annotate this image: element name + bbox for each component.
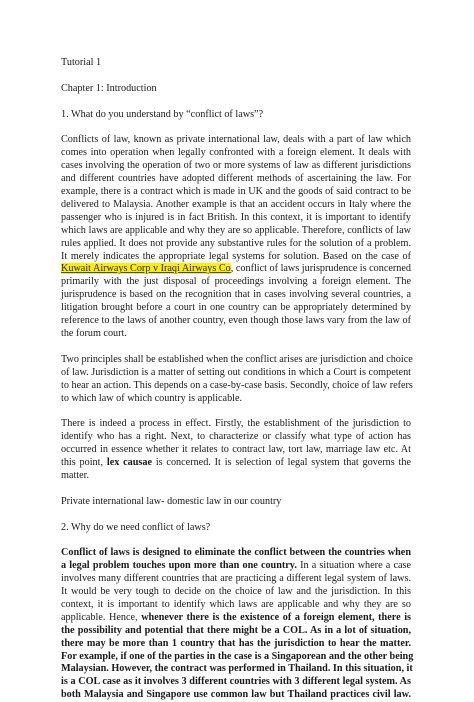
- text-line: It merely indicates the appropriate legal systems for solution. Based on the case of: [61, 250, 411, 262]
- text-line: Two principles shall be established when the conflict arises are jurisdiction and choice: [61, 353, 413, 365]
- text-line: context, it is important to identify which laws are applicable and why they are so: [61, 598, 411, 610]
- text-span: applicable. Hence,: [61, 611, 142, 623]
- text-line: involves many different countries that are practicing a different legal system of laws.: [61, 573, 411, 585]
- text-line: Malaysian. However, the contract was performed in Thailand. In this situation, it: [61, 663, 413, 675]
- text-span: this point,: [61, 457, 107, 469]
- text-line: the possibility and potential that there might be a COL. As in a lot of situation,: [61, 624, 411, 636]
- text-line: jurisprudence is based on the recognition that in cases involving several countries, a: [61, 289, 411, 301]
- text-line: [61, 612, 411, 625]
- document-body: [61, 57, 414, 702]
- chapter-title: Chapter 1: Introduction: [61, 82, 157, 94]
- text-line: comes into operation when legally confronted with a foreign element. It deals with: [61, 147, 411, 159]
- text-line: delivered to Malaysia. Another example is that an accident occurs in Italy where the: [61, 198, 411, 210]
- text-line: [61, 263, 411, 276]
- text-line: [61, 560, 411, 573]
- text-line: cases involving the operation of two or more systems of law as different jurisdictions: [61, 160, 411, 172]
- text-line: identify who has a right. Next, to characterize or classify what type of action has: [61, 431, 411, 443]
- text-line: the forum court.: [61, 327, 127, 339]
- bold-span: whenever there is the existence of a foreign element, there is: [141, 611, 411, 623]
- text-line: and different countries have adopted different methods of ascertaining the law. For: [61, 173, 411, 185]
- text-line: [61, 457, 411, 470]
- text-line: of law. Jurisdiction is a matter of setting out conditions in which a Court is competent: [61, 366, 411, 378]
- private-international-law-note: Private international law- domestic law in our country: [61, 495, 282, 507]
- text-line: passenger who is injured is in fact British. In this context, it is important to identify: [61, 211, 411, 223]
- text-span: , conflict of laws jurisprudence is concerned: [230, 263, 411, 275]
- lex-causae-term: lex causae: [106, 457, 152, 469]
- text-line: which laws are applicable and why they are so applicable. Therefore, conflicts of law: [61, 224, 411, 236]
- text-line: is a COL case as it involves 3 different countries with 3 different legal system. As: [61, 676, 411, 688]
- question-1: 1. What do you understand by “conflict of laws”?: [61, 108, 264, 120]
- text-line: For example, if one of the parties in the case is a Singaporean and the other being: [61, 650, 414, 662]
- text-line: example, there is a contract which is made in UK and the goods of said contract to be: [61, 186, 411, 198]
- text-line: It would be very tough to decide on the choice of law and the jurisdiction. In this: [61, 586, 411, 598]
- text-line: reference to the laws of another country, even though those laws vary from the law of: [61, 315, 411, 327]
- text-line: There is indeed a process in effect. Firstly, the establishment of the jurisdiction to: [61, 418, 411, 430]
- text-line: matter.: [61, 469, 90, 481]
- paragraph-conflict-of-laws-definition: [61, 134, 411, 341]
- paragraph-two-principles: [61, 354, 411, 406]
- text-line: litigation brought before a court in one country can be appropriately determined by: [61, 302, 411, 314]
- text-line: primarily with the just disposal of proceedings involving a foreign element. The: [61, 276, 411, 288]
- text-line: both Malaysia and Singapore use common law but Thailand practices civil law.: [61, 689, 411, 701]
- text-line: to hear an action. This depends on a case-by-case basis. Secondly, choice of law refers: [61, 379, 413, 391]
- text-span: In a situation where a case: [296, 560, 411, 572]
- paragraph-why-conflict-of-laws: [61, 547, 414, 702]
- text-line: to which law of which country is applicable.: [61, 392, 243, 404]
- text-line: there may be more than 1 country that has the jurisdiction to hear the matter.: [61, 637, 411, 649]
- text-line: rules applied. It does not provide any substantive rules for the solution of a problem.: [61, 237, 411, 249]
- tutorial-title: Tutorial 1: [61, 57, 102, 68]
- text-span: is concerned. It is selection of legal system that governs the: [152, 457, 412, 469]
- question-2: 2. Why do we need conflict of laws?: [61, 521, 211, 533]
- text-line: occurred in essence whether it relates to contract law, tort law, marriage law etc. At: [61, 444, 411, 456]
- paragraph-process: [61, 418, 411, 483]
- bold-span: a legal problem touches upon more than one country.: [61, 560, 297, 572]
- highlighted-case-name: Kuwait Airways Corp v Iraqi Airways Co: [61, 263, 231, 275]
- text-line: Conflict of laws is designed to eliminate the conflict between the countries when: [61, 547, 411, 559]
- text-line: Conflicts of law, known as private international law, deals with a part of law which: [61, 134, 411, 146]
